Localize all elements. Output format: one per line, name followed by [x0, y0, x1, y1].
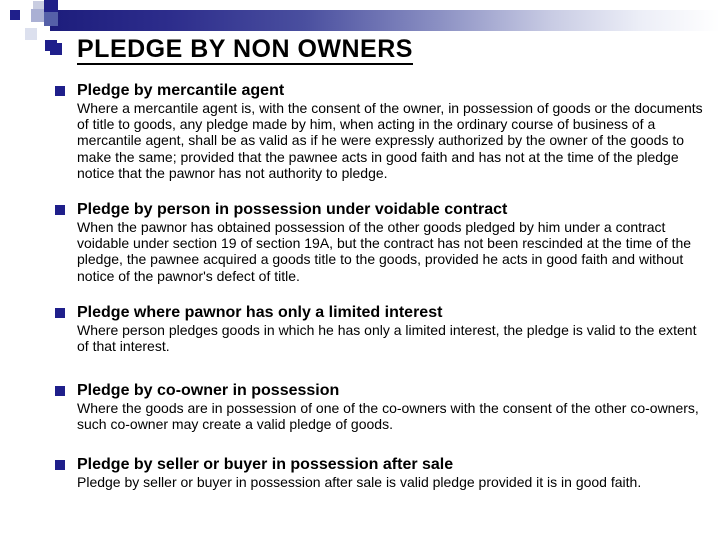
section-heading-row: [55, 82, 707, 99]
deco-square-icon: [10, 10, 20, 20]
section-heading-row: [55, 456, 707, 473]
square-bullet-icon: [55, 205, 65, 215]
square-bullet-icon: [55, 308, 65, 318]
square-bullet-icon: [55, 460, 65, 470]
section-heading: Pledge where pawnor has only a limited interest: [77, 303, 443, 321]
deco-square-icon: [44, 12, 58, 26]
deco-square-icon: [25, 28, 37, 40]
section-heading: Pledge by mercantile agent: [77, 82, 285, 99]
section-co-owner: [55, 382, 707, 432]
section-body: Pledge by seller or buyer in possession after sale is valid pledge provided it is in good faith.: [77, 473, 642, 490]
square-bullet-icon: [55, 86, 65, 96]
section-body: Where a mercantile agent is, with the consent of the owner, in possession of goods or the documents of title to goods, any pledge made by him, when acting in the ordinary course of business of a mercantile agent, shall be as valid as if he were expressly authorized by the owner of the goods to make the same; provided that the pawnee acts in good faith and has not at the time of the pledge notice that the pawnor has not authority to pledge.: [77, 100, 703, 181]
section-mercantile-agent: [55, 82, 707, 181]
title-row: [50, 36, 413, 65]
square-bullet-icon: [55, 386, 65, 396]
section-body: Where person pledges goods in which he has only a limited interest, the pledge is valid to the extent of that interest.: [77, 321, 697, 355]
section-seller-buyer: [55, 456, 707, 490]
slide-content: [55, 82, 707, 490]
section-body: Where the goods are in possession of one of the co-owners with the consent of the other co-owners, such co-owner may create a valid pledge of goods.: [77, 400, 699, 433]
section-heading: Pledge by seller or buyer in possession after sale: [77, 455, 454, 473]
section-heading-row: [55, 304, 707, 321]
section-heading: Pledge by co-owner in possession: [77, 382, 340, 400]
deco-square-icon: [31, 9, 44, 22]
gradient-bar: [50, 10, 720, 31]
slide-title: PLEDGE BY NON OWNERS: [77, 35, 413, 63]
deco-square-icon: [44, 0, 58, 12]
section-voidable-contract: [55, 201, 707, 284]
section-heading-row: [55, 382, 707, 399]
section-body: When the pawnor has obtained possession of the other goods pledged by him under a contract voidable under section 19 of section 19A, but the contract has not been rescinded at the time of the pledge, the pawnee acquired a goods title to the goods, provided he acts in good faith and without notice of the pawnor's defect of title.: [77, 219, 692, 284]
section-heading: Pledge by person in possession under voidable contract: [77, 201, 508, 219]
square-bullet-icon: [50, 43, 62, 55]
section-limited-interest: [55, 304, 707, 354]
section-heading-row: [55, 201, 707, 218]
